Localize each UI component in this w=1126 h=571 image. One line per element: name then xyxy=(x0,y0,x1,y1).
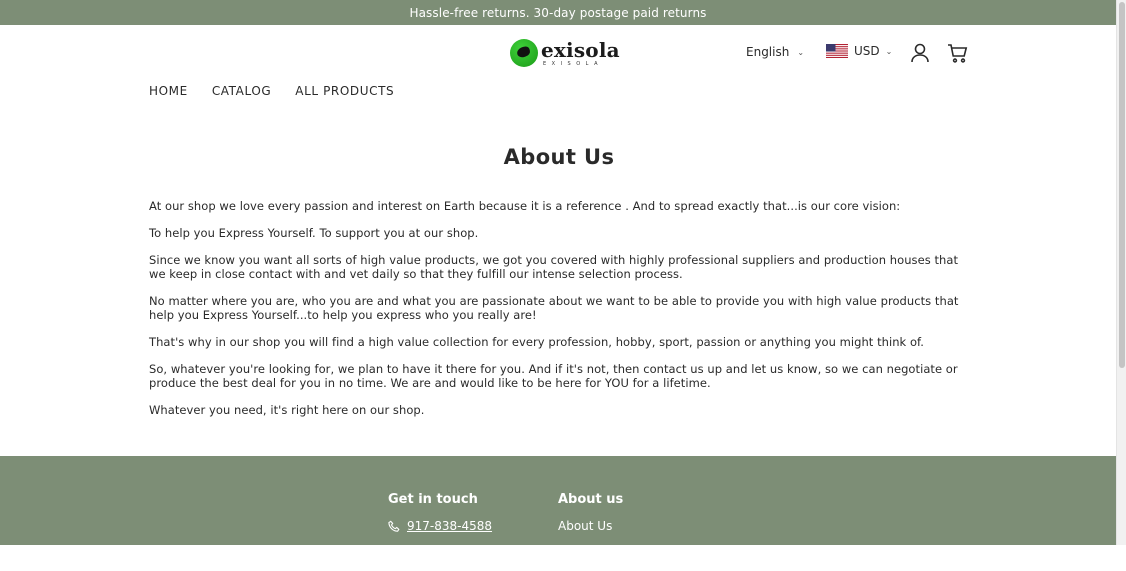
about-text xyxy=(149,199,969,430)
chevron-down-icon: ⌄ xyxy=(797,47,805,57)
main-nav xyxy=(149,84,394,98)
nav-home[interactable]: HOME xyxy=(149,84,188,98)
currency-label: USD xyxy=(854,44,880,58)
logo-text xyxy=(541,37,620,67)
paragraph: That's why in our shop you will find a high value collection for every profession, hobby, sport, passion or anything you might think of. xyxy=(149,335,925,349)
paragraph: To help you Express Yourself. To support you at our shop. xyxy=(149,226,479,240)
footer-link-about-us[interactable] xyxy=(558,519,663,533)
phone-link[interactable] xyxy=(388,519,492,533)
footer-about xyxy=(558,492,663,571)
paragraph: So, whatever you're looking for, we plan to have it there for you. And if it's not, then contact us up and let us know, so we can negotiate or produce the best deal for you in no time. We are and would like to be here for YOU for a lifetime. xyxy=(149,362,958,390)
footer-heading: About us xyxy=(558,492,624,507)
logo-word: exisola xyxy=(541,37,620,62)
logo-mark-icon xyxy=(510,39,538,67)
footer-get-in-touch xyxy=(388,492,492,545)
paragraph: At our shop we love every passion and interest on Earth because it is a reference . And to spread exactly that...is our core vision: xyxy=(149,199,901,213)
footer-link-label: Returns & Refund xyxy=(558,545,664,559)
scrollbar-thumb[interactable] xyxy=(1119,2,1125,368)
language-label: English xyxy=(746,45,790,59)
currency-selector[interactable] xyxy=(826,44,892,58)
us-flag-icon xyxy=(826,44,848,58)
phone-number: 917-838-4588 xyxy=(407,519,493,533)
site-header xyxy=(0,25,1116,110)
paragraph: Since we know you want all sorts of high value products, we got you covered with highly professional suppliers and production houses that we keep in close contact with and vet daily so that they fulfill our intense selection process. xyxy=(149,253,959,281)
logo-subtext: EXISOLA xyxy=(543,60,603,67)
account-icon[interactable] xyxy=(909,42,931,64)
footer-heading: Get in touch xyxy=(388,492,478,507)
language-selector[interactable] xyxy=(746,45,804,59)
scrollbar[interactable] xyxy=(1116,0,1126,545)
nav-catalog[interactable]: CATALOG xyxy=(211,84,272,98)
paragraph: Whatever you need, it's right here on our shop. xyxy=(149,403,425,417)
footer-link-returns[interactable] xyxy=(558,545,663,559)
phone-icon xyxy=(388,520,401,533)
announcement-text: Hassle-free returns. 30-day postage paid returns xyxy=(409,5,707,20)
chevron-down-icon: ⌄ xyxy=(885,46,893,56)
nav-all-products[interactable]: ALL PRODUCTS xyxy=(295,84,395,98)
cart-icon[interactable] xyxy=(946,42,968,64)
announcement-bar xyxy=(0,0,1116,25)
page-title: About Us xyxy=(503,145,615,169)
paragraph: No matter where you are, who you are and what you are passionate about we want to be able to provide you with high value products that help you Express Yourself...to help you express who you really are! xyxy=(149,294,959,322)
site-footer xyxy=(0,456,1116,559)
logo[interactable] xyxy=(510,39,620,67)
footer-link-label: About Us xyxy=(558,519,613,533)
